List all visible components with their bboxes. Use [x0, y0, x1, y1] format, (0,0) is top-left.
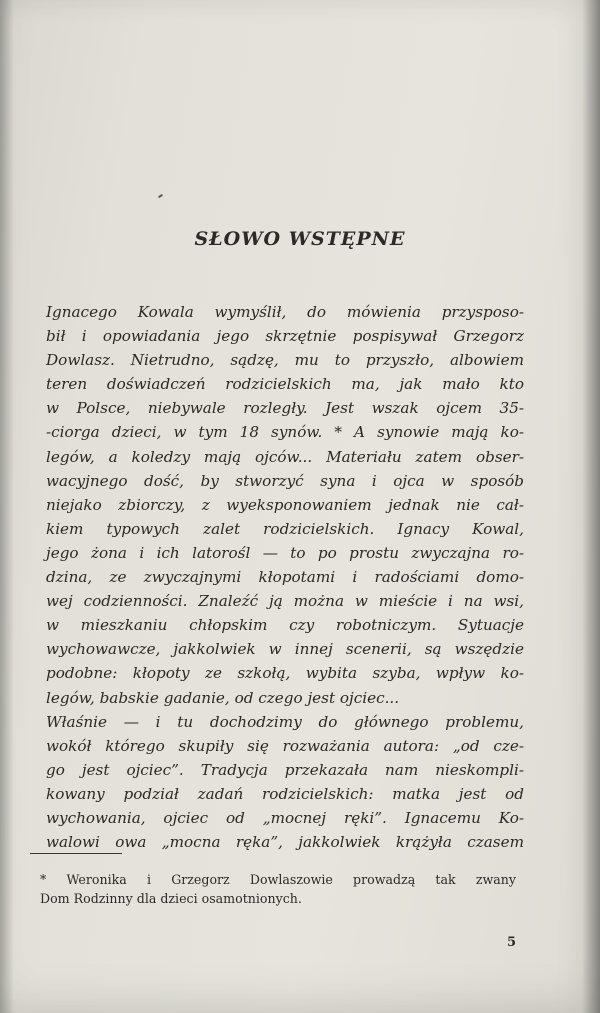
body-line: jego żona i ich latorośl — to po prostu zwyczajna ro-: [46, 543, 524, 562]
body-line: kowany podział zadań rodzicielskich: matka jest od: [46, 784, 524, 803]
footnote-line: Dom Rodzinny dla dzieci osamotnionych.: [40, 891, 302, 906]
page-number: 5: [506, 935, 516, 950]
body-line: Dowlasz. Nietrudno, sądzę, mu to przyszło, albowiem: [46, 351, 524, 370]
body-line: wej codzienności. Znaleźć ją można w mieście i na wsi,: [46, 592, 524, 611]
body-line: w mieszkaniu chłopskim czy robotniczym. Sytuacje: [46, 616, 524, 635]
body-line: Właśnie — i tu dochodzimy do głównego problemu,: [46, 712, 524, 731]
body-line: legów, babskie gadanie, od czego jest ojciec...: [46, 688, 400, 707]
ink-speck: [158, 194, 163, 199]
body-line: -ciorga dzieci, w tym 18 synów. * A synowie mają ko-: [46, 423, 524, 442]
footnote: [40, 870, 516, 908]
body-text: [46, 300, 524, 854]
body-line: wychowawcze, jakkolwiek w innej scenerii, są wszędzie: [46, 640, 524, 659]
body-line: dzina, ze zwyczajnymi kłopotami i radościami domo-: [46, 568, 524, 587]
footnote-line: * Weronika i Grzegorz Dowlaszowie prowadzą tak zwany: [40, 872, 516, 887]
body-line: teren doświadczeń rodzicielskich ma, jak mało kto: [46, 375, 524, 394]
body-line: wokół którego skupiły się rozważania autora: „od cze-: [46, 736, 524, 755]
spine-shadow: [0, 0, 14, 1013]
body-line: legów, a koledzy mają ojców... Materiału zatem obser-: [46, 447, 524, 466]
body-line: go jest ojciec”. Tradycja przekazała nam nieskompli-: [46, 760, 524, 779]
page-edge-shadow: [582, 0, 600, 1013]
body-line: niejako zbiorczy, z wyeksponowaniem jednak nie cał-: [46, 495, 524, 514]
body-line: Ignacego Kowala wymyślił, do mówienia przysposo-: [46, 303, 524, 321]
body-line: w Polsce, niebywale rozległy. Jest wszak ojcem 35-: [46, 399, 524, 418]
chapter-title: SŁOWO WSTĘPNE: [194, 228, 406, 250]
footnote-divider: [30, 853, 122, 854]
body-line: wacyjnego dość, by stworzyć syna i ojca w sposób: [46, 471, 524, 490]
body-line: kiem typowych zalet rodzicielskich. Ignacy Kowal,: [46, 519, 524, 538]
body-line: wychowania, ojciec od „mocnej ręki”. Ignacemu Ko-: [46, 808, 524, 827]
body-line: podobne: kłopoty ze szkołą, wybita szyba, wpływ ko-: [46, 664, 524, 683]
body-line: bił i opowiadania jego skrzętnie pospisywał Grzegorz: [46, 327, 524, 346]
body-line: walowi owa „mocna ręka”, jakkolwiek krążyła czasem: [46, 833, 524, 852]
